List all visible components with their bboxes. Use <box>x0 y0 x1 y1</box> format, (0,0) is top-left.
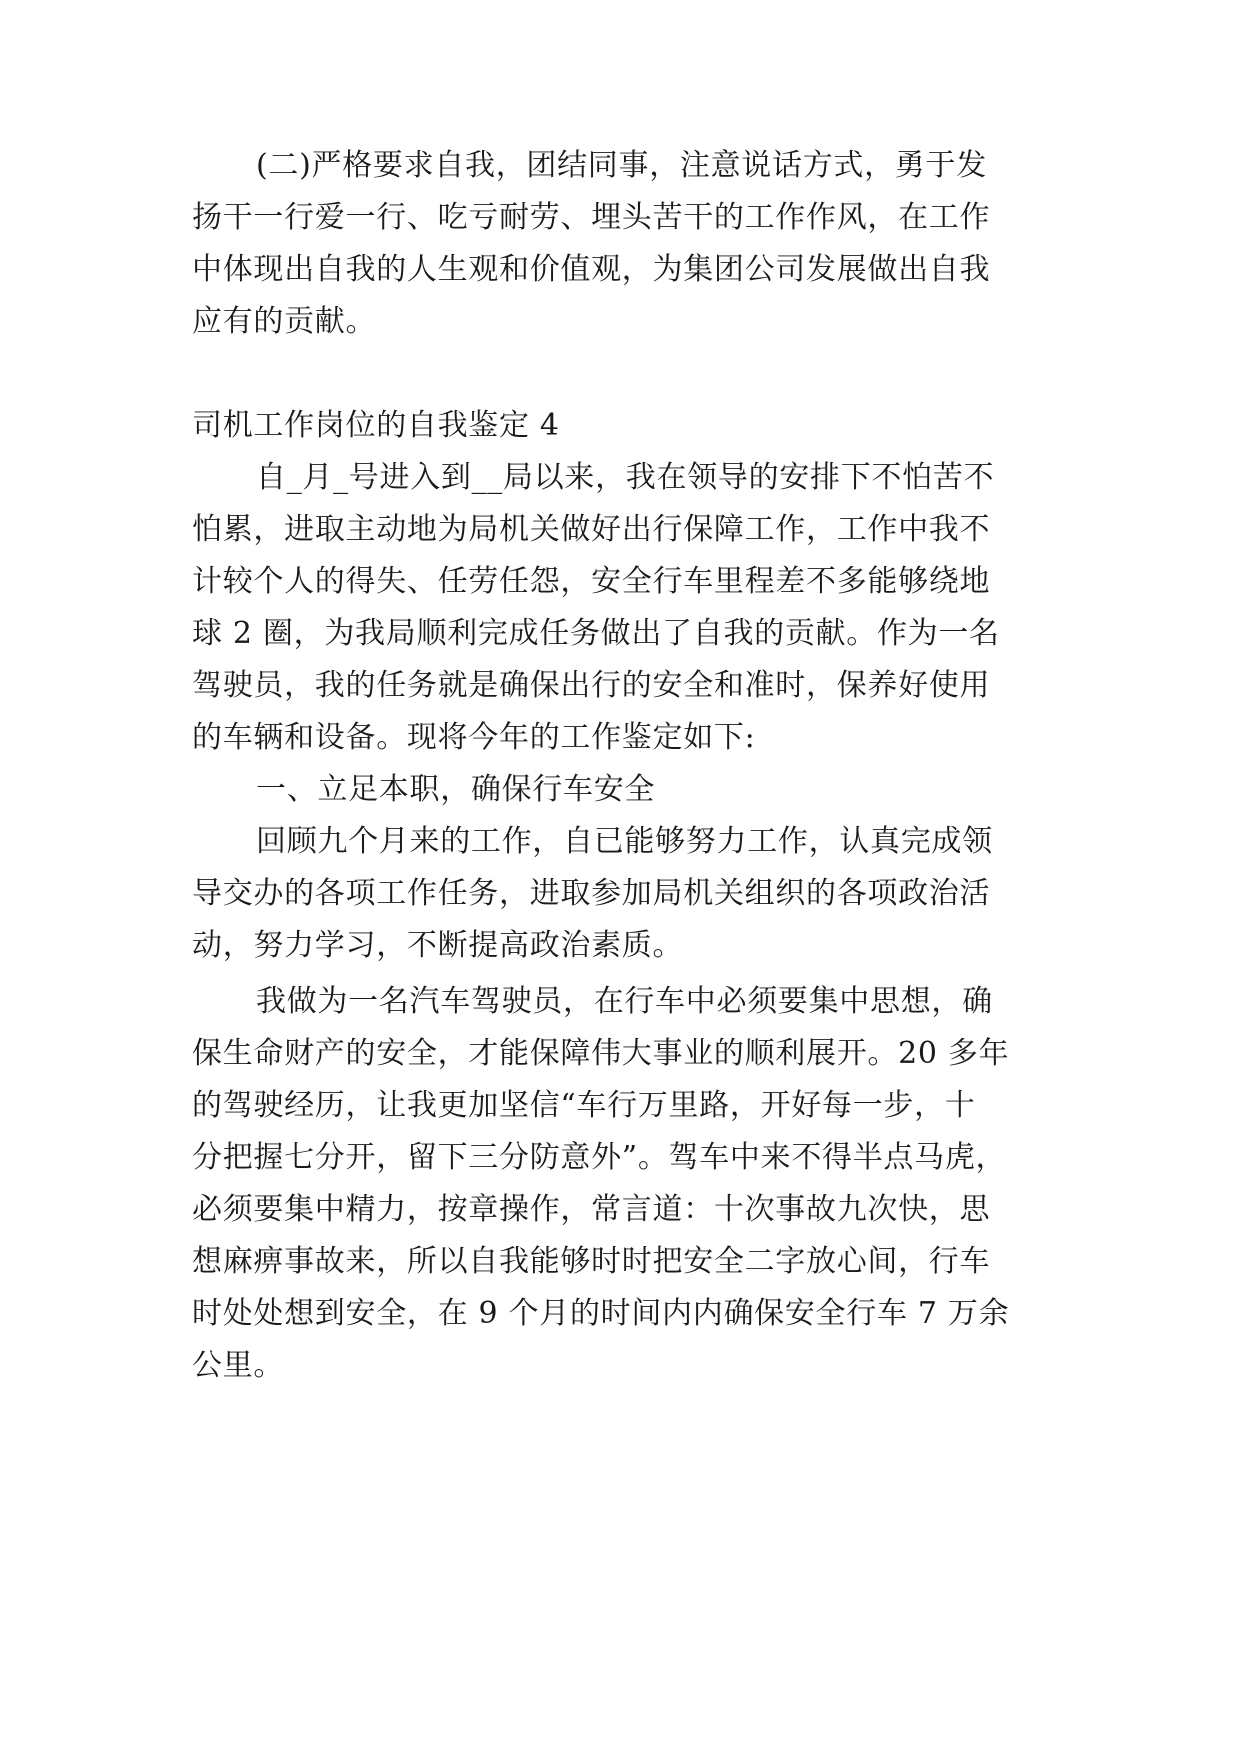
paragraph-line: 计较个人的得失、任劳任怨，安全行车里程差不多能够绕地 <box>192 564 991 599</box>
section-heading: 司机工作岗位的自我鉴定 4 <box>192 408 560 443</box>
paragraph-line: 保生命财产的安全，才能保障伟大事业的顺利展开。20 多年 <box>192 1036 1010 1071</box>
paragraph-line: 导交办的各项工作任务，进取参加局机关组织的各项政治活 <box>192 876 991 911</box>
paragraph-line: 应有的贡献。 <box>192 304 377 339</box>
paragraph-line: 我做为一名汽车驾驶员，在行车中必须要集中思想，确 <box>256 984 993 1019</box>
paragraph-line: 分把握七分开，留下三分防意外”。驾车中来不得半点马虎， <box>192 1140 1007 1175</box>
paragraph-line: 的驾驶经历，让我更加坚信“车行万里路，开好每一步，十 <box>192 1088 976 1123</box>
paragraph-line: 必须要集中精力，按章操作，常言道：十次事故九次快，思 <box>192 1192 991 1227</box>
subheading: 一、立足本职，确保行车安全 <box>256 772 656 807</box>
paragraph-line: 驾驶员，我的任务就是确保出行的安全和准时，保养好使用 <box>192 668 991 703</box>
paragraph-line: 的车辆和设备。现将今年的工作鉴定如下: <box>192 720 756 755</box>
paragraph-line: 自_月_号进入到__局以来，我在领导的安排下不怕苦不 <box>256 460 995 495</box>
paragraph-line: (二)严格要求自我，团结同事，注意说话方式，勇于发 <box>256 148 987 183</box>
paragraph-line: 动，努力学习，不断提高政治素质。 <box>192 928 684 963</box>
paragraph-line: 怕累，进取主动地为局机关做好出行保障工作，工作中我不 <box>192 512 991 547</box>
paragraph-line: 中体现出自我的人生观和价值观，为集团公司发展做出自我 <box>192 252 991 287</box>
paragraph-line: 回顾九个月来的工作，自已能够努力工作，认真完成领 <box>256 824 993 859</box>
paragraph-line: 球 2 圈，为我局顺利完成任务做出了自我的贡献。作为一名 <box>192 616 1000 651</box>
paragraph-line: 想麻痹事故来，所以自我能够时时把安全二字放心间，行车 <box>192 1244 991 1279</box>
paragraph-line: 时处处想到安全，在 9 个月的时间内内确保安全行车 7 万余 <box>192 1296 1010 1331</box>
paragraph-line: 公里。 <box>192 1348 285 1383</box>
paragraph-line: 扬干一行爱一行、吃亏耐劳、埋头苦干的工作作风，在工作 <box>192 200 991 235</box>
